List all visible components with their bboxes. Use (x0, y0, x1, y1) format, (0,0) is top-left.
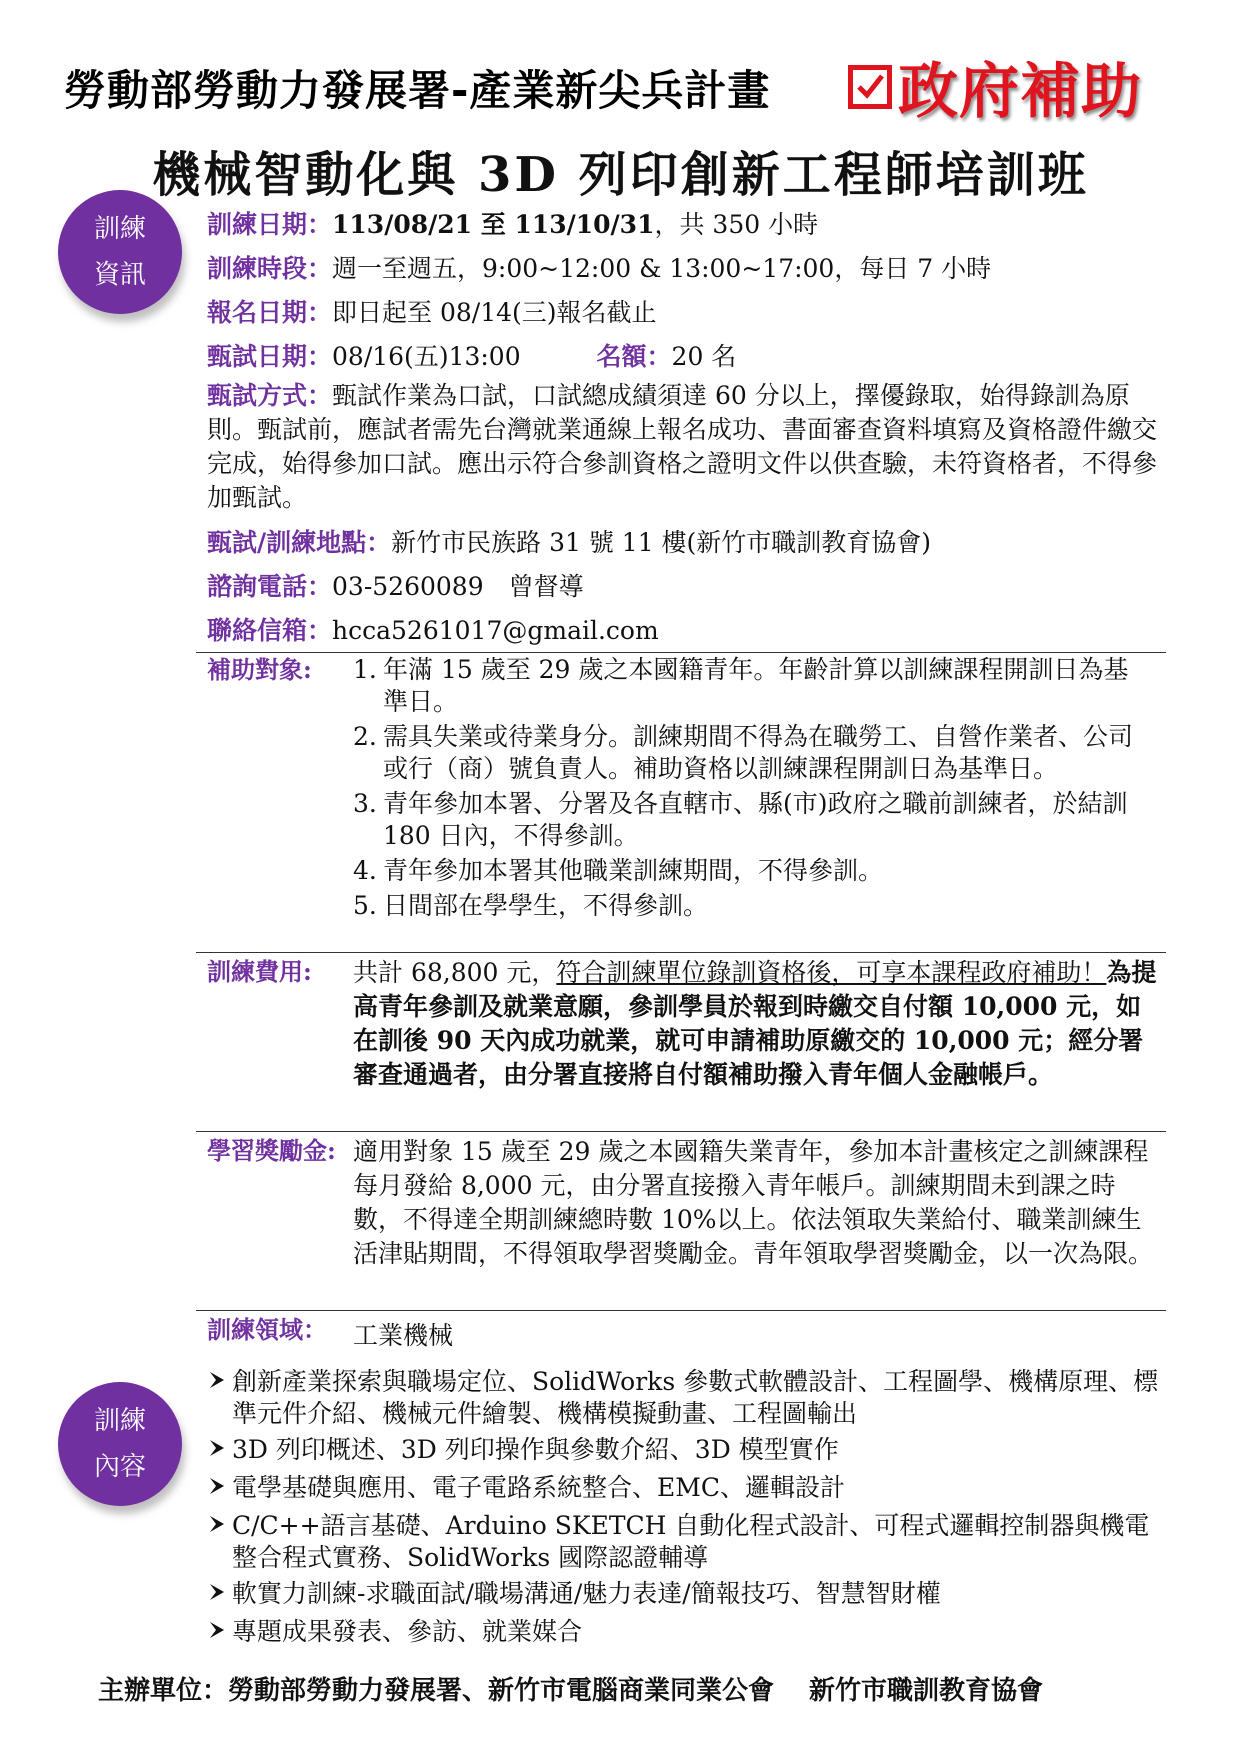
value: 08/16(五)13:00 (332, 342, 521, 371)
arrow-bullet-icon (208, 1434, 232, 1468)
program-name: 勞動部勞動力發展署-產業新尖兵計畫 (64, 66, 771, 115)
label: 訓練時段： (207, 254, 333, 283)
list-item (208, 1472, 1168, 1506)
course-item: 3D 列印概述、3D 列印操作與參數介紹、3D 模型實作 (232, 1435, 839, 1464)
arrow-bullet-icon (208, 1366, 232, 1430)
fee-amount: 共計 68,800 元， (353, 958, 557, 987)
exam-date (207, 341, 736, 373)
course-item: 專題成果發表、參訪、就業媒合 (232, 1617, 583, 1646)
value: 週一至週五，9:00~12:00 & 13:00~17:00，每日 7 小時 (332, 254, 992, 283)
item-number: 4. (353, 856, 377, 885)
stipend-text: 適用對象 15 歲至 29 歲之本國籍失業青年，參加本計畫核定之訓練課程每月發給 8,000 元，由分署直接撥入青年帳戶。訓練期間未到課之時數，不得達全期訓練總時數 10%以上。依法領取失業給付、職業訓練生活津貼期間，不得領取學習獎勵金。青年領取學習獎勵金，以一次為限。 (353, 1137, 1154, 1268)
label: 甄試方式： (207, 381, 333, 410)
divider (196, 1310, 1166, 1311)
field-label: 訓練領域： (207, 1315, 327, 1344)
item-text: 需具失業或待業身分。訓練期間不得為在職勞工、自營作業者、公司或行（商）號負責人。補助資格以訓練課程開訓日為基準日。 (383, 722, 1134, 783)
signup-date (207, 297, 657, 329)
list-item (353, 721, 1153, 785)
organizer-footer: 主辦單位：勞動部勞動力發展署、新竹市電腦商業同業公會 新竹市職訓教育協會 (98, 1676, 1044, 1706)
page-title: 機械智動化與 3D 列印創新工程師培訓班 (152, 147, 1089, 203)
email (207, 615, 659, 647)
exam-method (207, 379, 1167, 515)
fee-text (353, 956, 1163, 1092)
fee-label: 訓練費用: (207, 957, 312, 986)
item-number: 5. (353, 891, 377, 920)
eligibility-list (353, 654, 1153, 922)
item-number: 3. (353, 789, 377, 818)
training-content-badge (58, 1382, 182, 1506)
item-number: 1. (353, 655, 377, 684)
arrow-bullet-icon (208, 1472, 232, 1506)
course-list (208, 1366, 1168, 1654)
value: 新竹市民族路 31 號 11 樓(新竹市職訓教育協會) (391, 528, 932, 557)
gov-subsidy-label: 政府補助 (898, 57, 1142, 127)
field-value: 工業機械 (353, 1321, 454, 1350)
training-time (207, 253, 991, 285)
list-item (353, 654, 1153, 718)
arrow-bullet-icon (208, 1510, 232, 1574)
value: 113/08/21 至 113/10/31 (332, 210, 655, 239)
gov-subsidy-mark (848, 44, 1142, 130)
list-item (208, 1578, 1168, 1612)
course-item: 電學基礎與應用、電子電路系統整合、EMC、邏輯設計 (232, 1473, 845, 1502)
label: 報名日期： (207, 298, 333, 327)
value: ，共 350 小時 (654, 210, 819, 239)
arrow-bullet-icon (208, 1578, 232, 1612)
item-number: 2. (353, 722, 377, 751)
item-text: 青年參加本署其他職業訓練期間，不得參訓。 (383, 856, 884, 885)
list-item (353, 788, 1153, 852)
arrow-bullet-icon (208, 1616, 232, 1650)
label: 聯絡信箱： (207, 616, 333, 645)
divider (196, 952, 1166, 953)
location (207, 527, 931, 559)
fee-copay-note: 為提高青年參訓及就業意願，參訓學員於報到時繳交自付額 10,000 元，如在訓後 90 天內成功就業，就可申請補助原繳交的 10,000 元；經分署審查通過者，由分署直接將自付額補助撥入青年個人金融帳戶。 (353, 958, 1157, 1089)
value: 甄試作業為口試，口試總成績須達 60 分以上，擇優錄取，始得錄訓為原則。甄試前，應試者需先台灣就業通線上報名成功、書面審查資料填寫及資格證件繳交完成，始得參加口試。應出示符合參訓資格之證明文件以供查驗，未符資格者，不得參加甄試。 (207, 381, 1158, 512)
list-item (208, 1510, 1168, 1574)
course-item: 創新產業探索與職場定位、SolidWorks 參數式軟體設計、工程圖學、機構原理、標準元件介紹、機械元件繪製、機構模擬動畫、工程圖輸出 (232, 1367, 1159, 1428)
course-item: 軟實力訓練-求職面試/職場溝通/魅力表達/簡報技巧、智慧智財權 (232, 1579, 941, 1608)
label: 諮詢電話： (207, 572, 333, 601)
badge-text: 訓練 (93, 1406, 146, 1436)
fee-subsidy-note: 符合訓練單位錄訓資格後，可享本課程政府補助！ (556, 958, 1107, 987)
badge-text: 訓練 (93, 214, 146, 244)
list-item (208, 1366, 1168, 1430)
label: 訓練日期： (207, 210, 333, 239)
list-item (208, 1434, 1168, 1468)
value: 即日起至 08/14(三)報名截止 (332, 298, 657, 327)
badge-text: 內容 (93, 1452, 146, 1482)
label: 甄試/訓練地點： (207, 528, 392, 557)
label: 名額： (596, 342, 672, 371)
course-item: C/C++語言基礎、Arduino SKETCH 自動化程式設計、可程式邏輯控制器與機電整合程式實務、SolidWorks 國際認證輔導 (232, 1511, 1150, 1572)
item-text: 日間部在學學生，不得參訓。 (383, 891, 709, 920)
divider (196, 652, 1166, 653)
list-item (208, 1616, 1168, 1650)
value: 20 名 (671, 342, 737, 371)
list-item (353, 890, 1153, 922)
value: 03-5260089 曾督導 (332, 572, 584, 601)
divider (196, 1131, 1166, 1132)
value: hcca5261017@gmail.com (332, 616, 659, 645)
training-info-badge (58, 190, 182, 314)
item-text: 青年參加本署、分署及各直轄市、縣(市)政府之職前訓練者，於結訓 180 日內，不得參訓。 (383, 789, 1128, 850)
eligibility-label: 補助對象: (207, 655, 312, 684)
checkbox-icon (848, 65, 892, 109)
training-dates (207, 209, 818, 241)
phone (207, 571, 584, 603)
list-item (353, 855, 1153, 887)
item-text: 年滿 15 歲至 29 歲之本國籍青年。年齡計算以訓練課程開訓日為基準日。 (383, 655, 1129, 716)
badge-text: 資訊 (93, 260, 146, 290)
stipend-label: 學習獎勵金: (207, 1136, 336, 1165)
label: 甄試日期： (207, 342, 333, 371)
